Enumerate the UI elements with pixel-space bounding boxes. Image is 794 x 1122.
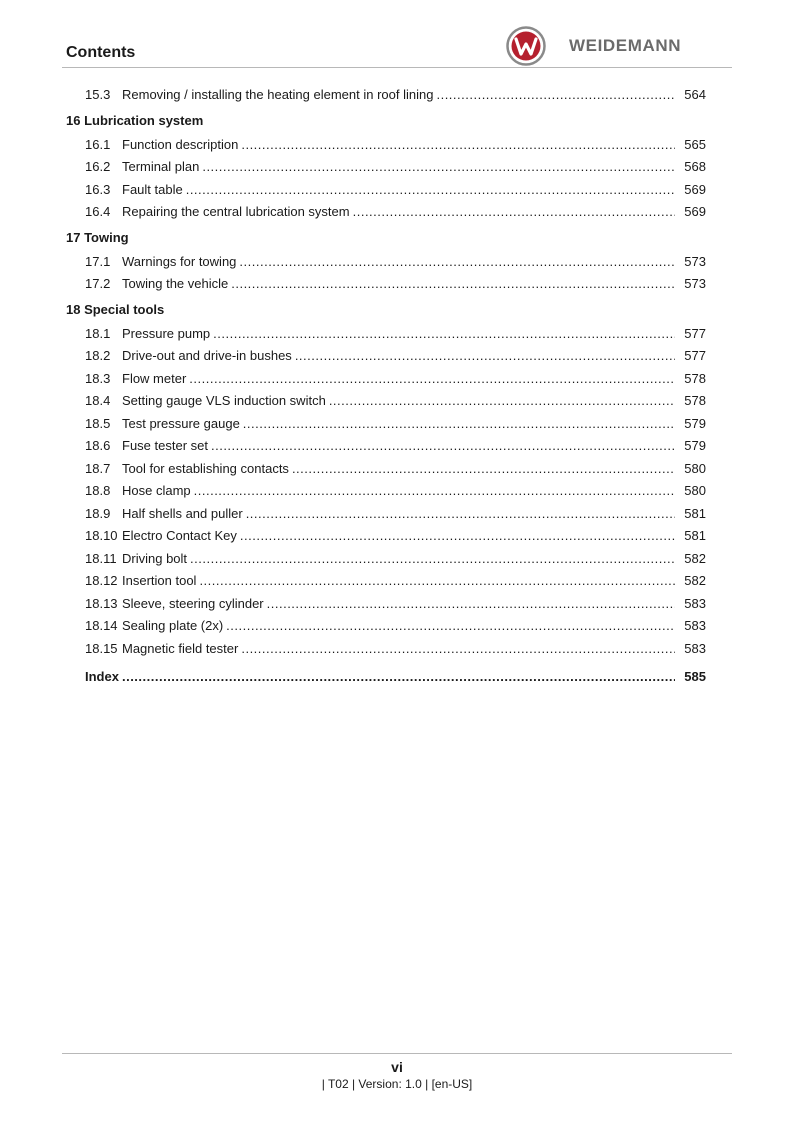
toc-entry-page: 581 xyxy=(684,528,706,543)
toc-entry[interactable] xyxy=(62,368,706,391)
toc-entry-page: 569 xyxy=(684,181,706,197)
toc-entry-page: 573 xyxy=(684,253,706,269)
toc-entry-title: Half shells and puller xyxy=(122,505,243,521)
toc-leader-dots xyxy=(231,273,675,296)
toc-entry-title: Pressure pump xyxy=(122,325,211,341)
toc-leader-dots xyxy=(199,570,675,593)
toc-entry-title: Driving bolt xyxy=(122,550,188,566)
toc-entry[interactable] xyxy=(62,156,706,179)
toc-entry[interactable] xyxy=(62,134,706,157)
toc-entry-number: 18.9 xyxy=(85,505,111,521)
toc-entry-number: 18.10 xyxy=(85,528,118,543)
toc-entry-page: 582 xyxy=(684,573,706,588)
page-title: Contents xyxy=(66,44,136,61)
toc-entry-page: 579 xyxy=(684,415,706,431)
toc-entry[interactable] xyxy=(62,615,706,638)
toc-entry[interactable] xyxy=(62,458,706,481)
weidemann-logo-icon xyxy=(506,26,546,66)
toc-leader-dots xyxy=(239,251,675,274)
toc-entry-page: 583 xyxy=(684,595,706,611)
toc-entry-number: 16.4 xyxy=(85,204,111,219)
toc-entry[interactable] xyxy=(62,413,706,436)
toc-entry-page: 583 xyxy=(684,640,706,656)
toc-leader-dots xyxy=(241,638,675,661)
toc-leader-dots xyxy=(295,345,675,368)
toc-entry-number: 18.2 xyxy=(85,348,111,363)
toc-entry[interactable] xyxy=(62,638,706,661)
toc-leader-dots xyxy=(436,84,675,107)
toc-entry-title: Repairing the central lubrication system xyxy=(122,204,350,219)
toc-leader-dots xyxy=(292,458,675,481)
toc-entry-title: Hose clamp xyxy=(122,483,191,498)
toc-entry-number: 18.5 xyxy=(85,415,111,431)
toc-entry-number: 18.1 xyxy=(85,325,111,341)
toc-entry-page: 580 xyxy=(684,483,706,498)
toc-entry-title: Setting gauge VLS induction switch xyxy=(122,393,326,408)
toc-leader-dots xyxy=(240,525,675,548)
toc-entry-title: Warnings for towing xyxy=(122,253,237,269)
toc-entry-title: Insertion tool xyxy=(122,573,197,588)
toc-entry-number: 18.12 xyxy=(85,573,118,588)
toc-entry-title: Drive-out and drive-in bushes xyxy=(122,348,292,363)
toc-entry-title: Removing / installing the heating element in roof lining xyxy=(122,87,434,102)
toc-entry[interactable] xyxy=(62,251,706,274)
toc-entry[interactable] xyxy=(62,273,706,296)
toc-entry-title: Magnetic field tester xyxy=(122,640,239,656)
toc-leader-dots xyxy=(353,201,675,224)
toc-entry-page: 569 xyxy=(684,204,706,219)
toc-index-page: 585 xyxy=(684,669,706,684)
footer-version-info: | T02 | Version: 1.0 | [en-US] xyxy=(321,1077,473,1091)
toc-entry-title: Electro Contact Key xyxy=(122,528,237,543)
toc-entry-number: 18.13 xyxy=(85,595,118,611)
toc-entry-number: 18.8 xyxy=(85,483,111,498)
toc-entry[interactable] xyxy=(62,480,706,503)
toc-leader-dots xyxy=(329,390,675,413)
toc-entry-title: Terminal plan xyxy=(122,159,200,174)
toc-entry-page: 573 xyxy=(684,276,706,291)
toc-entry-title: Sealing plate (2x) xyxy=(122,618,224,633)
toc-entry-number: 17.1 xyxy=(85,253,111,269)
footer-divider xyxy=(62,1053,732,1054)
toc-entry-page: 565 xyxy=(684,136,706,152)
toc-entry-title: Towing the vehicle xyxy=(122,276,229,291)
toc-chapter-heading[interactable]: 18 Special tools xyxy=(66,301,165,317)
footer-page-number: vi xyxy=(391,1059,403,1075)
toc-entry-number: 16.1 xyxy=(85,136,111,152)
toc-entry[interactable] xyxy=(62,84,706,107)
toc-leader-dots xyxy=(190,548,675,571)
toc-entry-page: 581 xyxy=(684,505,706,521)
toc-entry[interactable] xyxy=(62,390,706,413)
brand-name: WEIDEMANN xyxy=(569,36,682,55)
toc-entry-number: 18.4 xyxy=(85,393,111,408)
toc-entry-number: 17.2 xyxy=(85,276,111,291)
toc-entry-page: 579 xyxy=(684,438,706,453)
toc-entry-number: 18.7 xyxy=(85,460,111,476)
toc-entry-title: Fault table xyxy=(122,181,183,197)
toc-leader-dots xyxy=(246,503,675,526)
toc-chapter-heading[interactable]: 17 Towing xyxy=(66,229,129,245)
table-of-contents xyxy=(62,84,706,691)
toc-entry[interactable] xyxy=(62,323,706,346)
toc-entry-number: 18.3 xyxy=(85,370,111,386)
toc-index-title: Index xyxy=(85,669,119,684)
toc-entry[interactable] xyxy=(62,548,706,571)
toc-entry-number: 18.15 xyxy=(85,640,118,656)
toc-entry[interactable] xyxy=(62,593,706,616)
toc-leader-dots xyxy=(241,134,675,157)
toc-entry-page: 568 xyxy=(684,159,706,174)
toc-entry[interactable] xyxy=(62,201,706,224)
toc-entry-page: 577 xyxy=(684,325,706,341)
header-divider xyxy=(62,67,732,68)
toc-leader-dots xyxy=(243,413,675,436)
toc-entry[interactable] xyxy=(62,570,706,593)
toc-entry-number: 18.14 xyxy=(85,618,118,633)
toc-entry[interactable] xyxy=(62,503,706,526)
toc-entry-title: Fuse tester set xyxy=(122,438,208,453)
toc-entry-title: Test pressure gauge xyxy=(122,415,240,431)
toc-leader-dots xyxy=(194,480,675,503)
toc-leader-dots xyxy=(202,156,675,179)
toc-entry[interactable] xyxy=(62,435,706,458)
toc-entry[interactable] xyxy=(62,345,706,368)
toc-leader-dots xyxy=(267,593,675,616)
toc-entry-number: 18.6 xyxy=(85,438,111,453)
toc-leader-dots xyxy=(211,435,675,458)
brand-logo xyxy=(506,26,726,66)
toc-entry-title: Sleeve, steering cylinder xyxy=(122,595,264,611)
toc-index-entry[interactable] xyxy=(62,663,706,691)
toc-leader-dots xyxy=(213,323,675,346)
toc-entry-number: 16.3 xyxy=(85,181,111,197)
toc-entry-title: Function description xyxy=(122,136,239,152)
toc-entry[interactable] xyxy=(62,525,706,548)
toc-entry-number: 15.3 xyxy=(85,87,111,102)
toc-entry-title: Flow meter xyxy=(122,370,187,386)
toc-entry[interactable] xyxy=(62,179,706,202)
toc-leader-dots xyxy=(186,179,675,202)
toc-entry-number: 18.11 xyxy=(85,550,117,566)
toc-entry-title: Tool for establishing contacts xyxy=(122,460,289,476)
toc-entry-page: 578 xyxy=(684,370,706,386)
toc-leader-dots xyxy=(226,615,675,638)
toc-entry-number: 16.2 xyxy=(85,159,111,174)
toc-entry-page: 578 xyxy=(684,393,706,408)
toc-leader-dots xyxy=(189,368,675,391)
toc-entry-page: 582 xyxy=(684,550,706,566)
toc-entry-page: 583 xyxy=(684,618,706,633)
toc-entry-page: 564 xyxy=(684,87,706,102)
toc-entry-page: 577 xyxy=(684,348,706,363)
toc-entry-page: 580 xyxy=(684,460,706,476)
toc-leader-dots xyxy=(122,663,675,691)
toc-chapter-heading[interactable]: 16 Lubrication system xyxy=(66,112,204,128)
